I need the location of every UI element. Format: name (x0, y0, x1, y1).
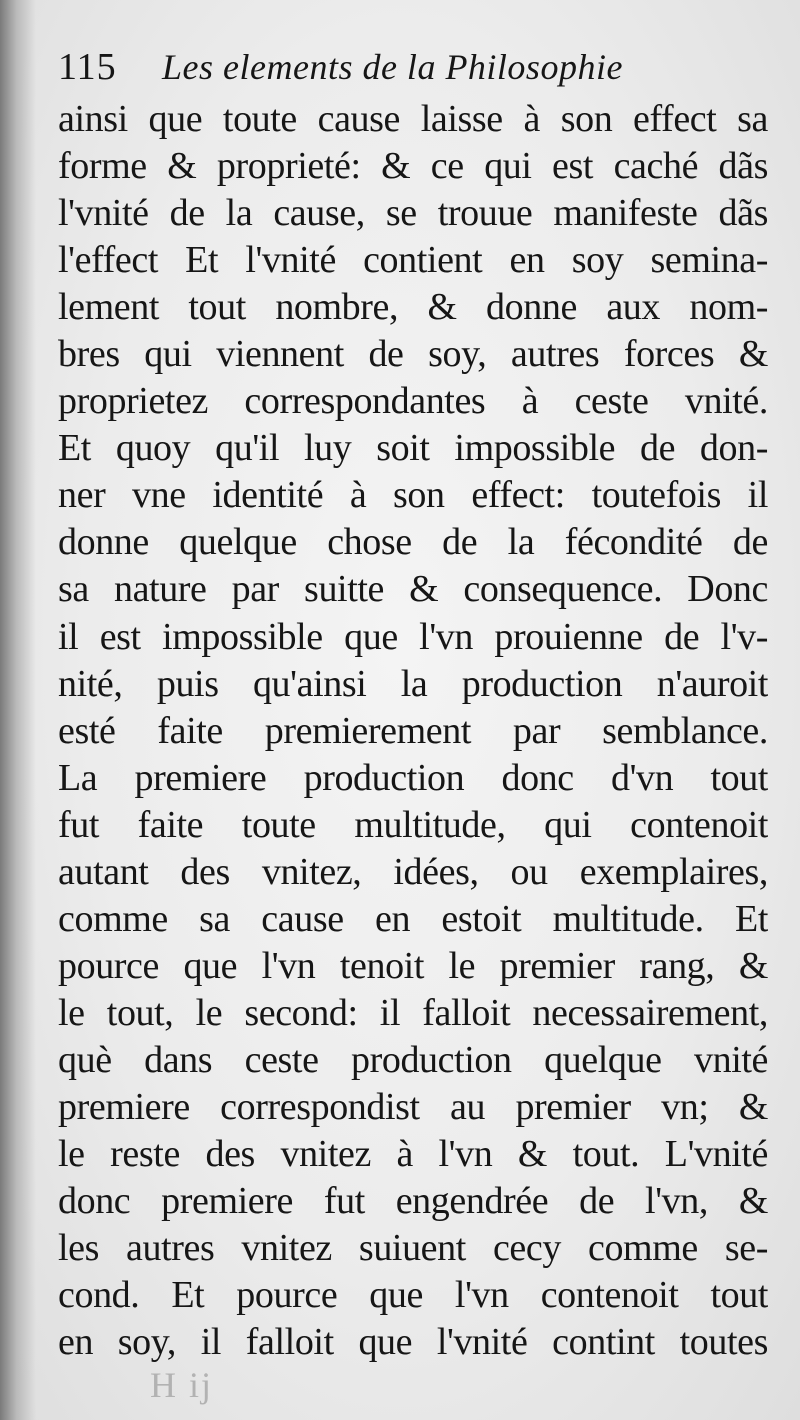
text-line: l'effect Et l'vnité contient en soy semina- (58, 239, 768, 282)
text-line: donc premiere fut engendrée de l'vn, & (58, 1180, 768, 1223)
text-line: forme & proprieté: & ce qui est caché dãs (58, 145, 768, 188)
page-number: 115 (58, 46, 117, 88)
text-line: Et quoy qu'il luy soit impossible de don- (58, 427, 768, 470)
text-line: ner vne identité à son effect: toutefois il (58, 474, 768, 517)
running-title: Les elements de la Philosophie (162, 47, 623, 87)
text-line: comme sa cause en estoit multitude. Et (58, 897, 768, 940)
text-line: donne quelque chose de la fécondité de (58, 521, 768, 564)
text-line: il est impossible que l'vn prouienne de l'v- (58, 615, 768, 658)
catchword-bleedthrough: H ij (150, 1365, 214, 1405)
text-line: fut faite toute multitude, qui contenoit (58, 803, 768, 846)
text-line: La premiere production donc d'vn tout (58, 756, 768, 799)
text-line: ainsi que toute cause laisse à son effect sa (58, 98, 768, 140)
binding-shadow (0, 0, 36, 1420)
text-line: pource que l'vn tenoit le premier rang, & (58, 944, 768, 987)
text-line: autant des vnitez, idées, ou exemplaires, (58, 850, 768, 893)
text-line: proprietez correspondantes à ceste vnité. (58, 380, 768, 423)
text-line: lement tout nombre, & donne aux nom- (58, 286, 768, 329)
text-line: esté faite premierement par semblance. (58, 709, 768, 752)
text-line: premiere correspondist au premier vn; & (58, 1085, 768, 1128)
text-line: le reste des vnitez à l'vn & tout. L'vnité (58, 1133, 768, 1176)
text-line: bres qui viennent de soy, autres forces & (58, 333, 768, 376)
text-line: cond. Et pource que l'vn contenoit tout (58, 1274, 768, 1317)
text-line: l'vnité de la cause, se trouue manifeste dãs (58, 192, 768, 235)
body-text (58, 96, 768, 1366)
text-line: les autres vnitez suiuent cecy comme se- (58, 1227, 768, 1270)
text-line: sa nature par suitte & consequence. Donc (58, 568, 768, 611)
text-line: nité, puis qu'ainsi la production n'auroit (58, 662, 768, 705)
running-head (58, 40, 778, 94)
text-line: le tout, le second: il falloit necessairement, (58, 991, 768, 1034)
text-line: què dans ceste production quelque vnité (58, 1038, 768, 1081)
text-line: en soy, il falloit que l'vnité contint toutes (58, 1321, 768, 1364)
